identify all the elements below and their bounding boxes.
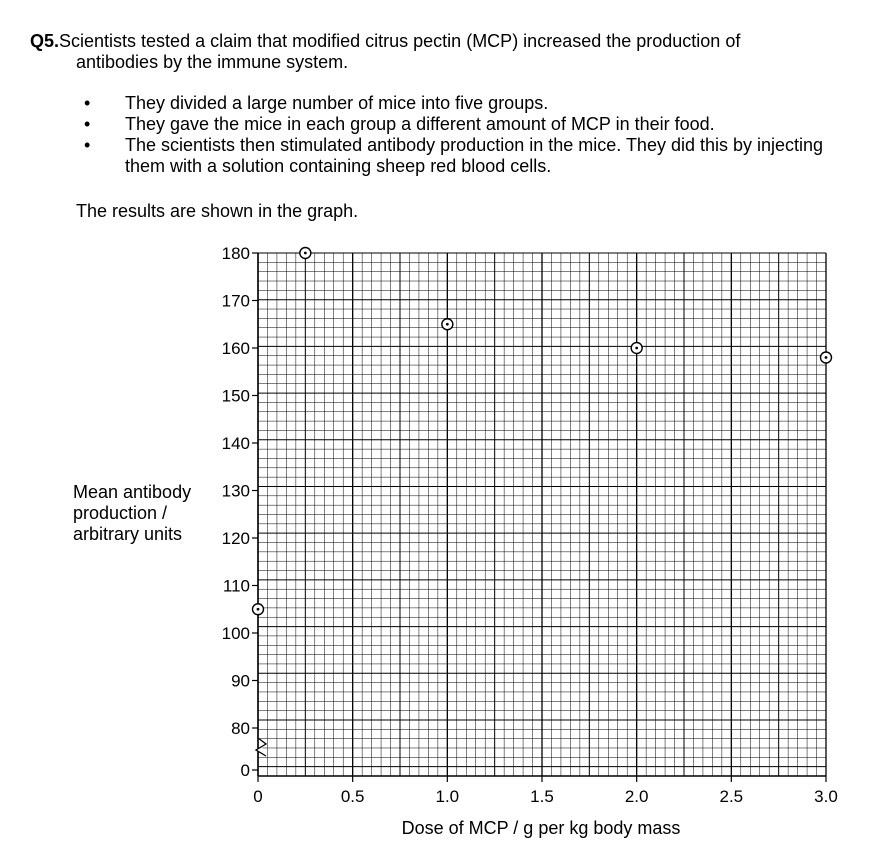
bullet-glyph: • — [84, 93, 91, 113]
data-point-center — [257, 608, 260, 611]
y-tick-label: 140 — [221, 434, 250, 453]
data-point-center — [446, 323, 449, 326]
data-point-center — [635, 347, 638, 350]
x-tick-label: 3.0 — [814, 787, 838, 806]
y-tick-label: 0 — [240, 761, 250, 780]
y-tick-label: 170 — [221, 291, 250, 311]
bullet-text: They gave the mice in each group a different amount of MCP in their food. — [125, 114, 715, 134]
x-tick-label: 0.5 — [340, 787, 365, 806]
y-tick-label: 110 — [222, 576, 250, 596]
results-caption: The results are shown in the graph. — [76, 201, 359, 221]
x-axis-label: Dose of MCP / g per kg body mass — [401, 818, 681, 838]
y-tick-label: 80 — [231, 719, 250, 738]
grid — [258, 253, 826, 776]
bullet-glyph: • — [84, 114, 91, 134]
y-tick-label: 160 — [221, 339, 250, 358]
data-point-center — [304, 252, 307, 255]
y-tick-label: 100 — [221, 624, 250, 643]
y-tick-label: 180 — [221, 244, 250, 263]
bullet-glyph: • — [84, 135, 91, 155]
x-tick-label: 2.0 — [624, 787, 649, 806]
x-tick-label: 0 — [253, 787, 263, 806]
y-axis-label-line: arbitrary units — [73, 524, 183, 544]
question-line-2: antibodies by the immune system. — [76, 52, 349, 72]
y-axis-label-line: Mean antibody — [73, 482, 192, 502]
y-axis-label-line: production / — [73, 503, 168, 523]
x-tick-label: 2.5 — [719, 787, 744, 806]
bullet-text: The scientists then stimulated antibody production in the mice. They did this by injecting them with a solution containing sheep red blood cells. — [125, 135, 824, 176]
y-tick-label: 90 — [231, 671, 250, 691]
bullet-text: They divided a large number of mice into five groups. — [125, 93, 549, 113]
y-tick-label: 120 — [221, 529, 250, 548]
y-tick-label: 130 — [221, 481, 250, 501]
question-line-1: Scientists tested a claim that modified citrus pectin (MCP) increased the production of — [59, 31, 741, 51]
question-number: Q5. — [30, 31, 60, 51]
y-tick-label: 150 — [221, 386, 250, 406]
data-point-center — [825, 356, 828, 359]
x-tick-label: 1.5 — [530, 787, 554, 806]
x-tick-label: 1.0 — [435, 787, 460, 806]
